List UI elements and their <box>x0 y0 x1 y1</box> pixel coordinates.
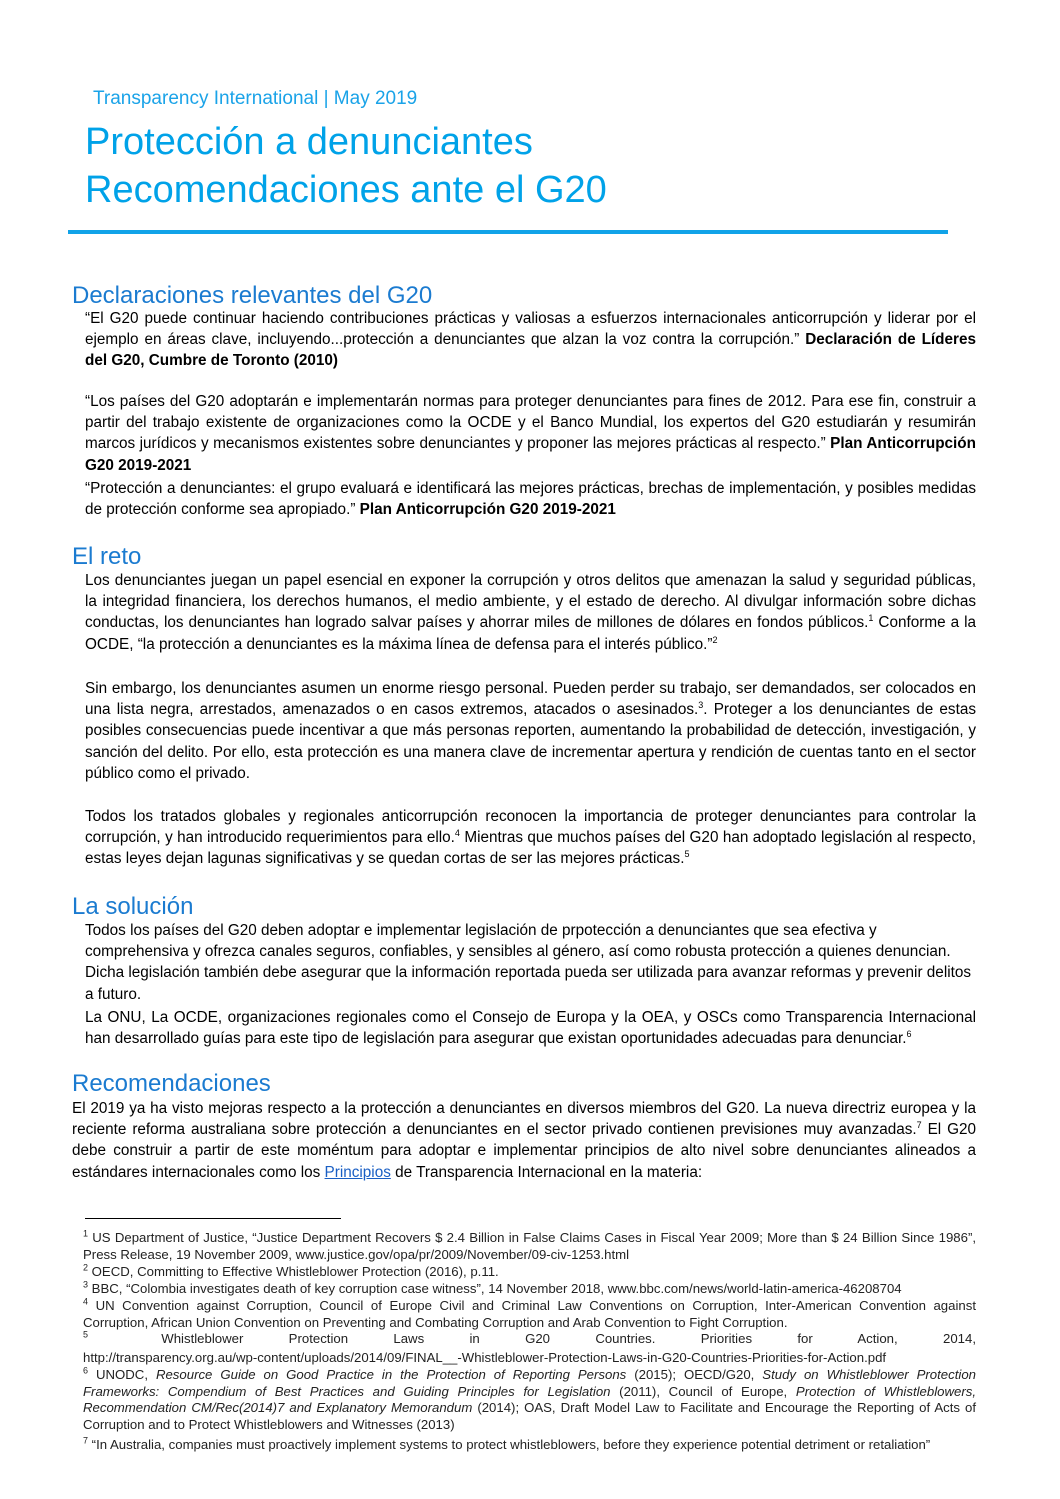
footnote-5 <box>83 1331 976 1348</box>
footnote-2-number: 2 <box>83 1262 89 1273</box>
heading-solucion: La solución <box>72 893 194 920</box>
footnote-3 <box>83 1281 976 1298</box>
heading-declaraciones: Declaraciones relevantes del G20 <box>72 282 433 309</box>
quote-2-text: “Los países del G20 adoptarán e implementarán normas para proteger denunciantes para fines de 2012. Para ese fin, construir a partir del trabajo existente de organizaciones como la OCDE y el Banco Mundial, los expertos del G20 estudiarán y resumirán marcos jurídicos y mecanismos existentes sobre denunciantes y proponer las mejores prácticas al respecto.” <box>85 393 976 453</box>
footnote-ref-5[interactable]: 5 <box>684 849 690 860</box>
footnote-ref-2[interactable]: 2 <box>712 634 718 645</box>
heading-reto: El reto <box>72 543 142 570</box>
title-divider <box>68 230 948 234</box>
quote-2 <box>85 391 976 476</box>
footnote-1-number: 1 <box>83 1228 89 1239</box>
title-line-2: Recomendaciones ante el G20 <box>85 169 607 211</box>
solucion-paragraph-1: Todos los países del G20 deben adoptar e implementar legislación de prpotección a denunciantes que sea efectiva y comprehensiva y ofrezca canales seguros, confiables, y sensibles al género, así como robusta protección a quienes denuncian. Dicha legislación también debe asegurar que la información reportada pueda ser utilizada para avanzar reformas y prevenir delitos a futuro. <box>85 922 972 1003</box>
reto-p2-text-a: Sin embargo, los denunciantes asumen un enorme riesgo personal. Pueden perder su trabajo, ser demandados, ser colocados en una lista negra, arrestados, amenazados o en casos extremos, atacados o asesinados. <box>85 680 976 719</box>
quote-3-source: Plan Anticorrupción G20 2019-2021 <box>359 501 616 519</box>
solucion-p2-text: La ONU, La OCDE, organizaciones regionales como el Consejo de Europa y la OEA, y OSCs como Transparencia Internacional han desarrollado guías para este tipo de legislación para asegurar que existan oportunidades adecuadas para denunciar. <box>85 1009 976 1048</box>
page-title <box>85 118 607 214</box>
footnote-7 <box>83 1437 943 1454</box>
reto-paragraph-1 <box>85 570 976 655</box>
footnote-6-text-b: (2015); OECD/G20, <box>626 1367 763 1382</box>
reto-p3-text-a: Todos los tratados globales y regionales anticorrupción reconocen la importancia de proteger denunciantes para controlar la corrupción, y han introducido requerimientos para ello. <box>85 808 976 847</box>
footnote-6-title-3: Protection of Whistleblowers, Recommendation CM/Rec(2014)7 and Explanatory Memorandum <box>83 1383 976 1415</box>
footnote-1 <box>83 1230 976 1263</box>
quote-2-source: Plan Anticorrupción G20 2019-2021 <box>85 435 976 474</box>
footnote-3-number: 3 <box>83 1279 89 1290</box>
footnote-6-text-d: (2014); OAS, Draft Model Law to Facilitate and Encourage the Reporting of Acts of Corruption and to Protect Whistleblowers and Witnesses (2013) <box>83 1400 976 1432</box>
footnote-5-text: Whistleblower Protection Laws in G20 Countries. Priorities for Action, 2014, <box>161 1331 976 1346</box>
footnote-3-text: BBC, “Colombia investigates death of key corruption case witness”, 14 November 2018, www.bbc.com/news/world-latin-america-46208704 <box>88 1281 902 1296</box>
footnote-4 <box>83 1298 976 1331</box>
principios-link[interactable]: Principios <box>324 1163 391 1181</box>
footnote-6-text-a: UNODC, <box>88 1367 156 1382</box>
footnote-2 <box>83 1264 976 1281</box>
reto-p1-text-b: Conforme a la OCDE, “la protección a denunciantes es la máxima línea de defensa para el interés público.” <box>85 614 977 653</box>
footnote-ref-1[interactable]: 1 <box>868 613 874 624</box>
quote-3 <box>85 478 976 520</box>
quote-1-source: Declaración de Líderes del G20, Cumbre de Toronto (2010) <box>85 331 976 370</box>
footnote-ref-4[interactable]: 4 <box>454 828 460 839</box>
footnote-4-text: UN Convention against Corruption, Council of Europe Civil and Criminal Law Conventions on Corruption, Inter-American Convention against Corruption, African Union Convention on Preventing and Combating Corruption and Arab Convention to Fight Corruption. <box>83 1298 976 1330</box>
footnote-5-number: 5 <box>83 1329 89 1340</box>
footnote-1-text: US Department of Justice, “Justice Department Recovers $ 2.4 Billion in False Claims Cases in Fiscal Year 2009; More than $ 24 Billion Since 1986”, Press Release, 19 November 2009, www.justice.gov/opa/pr/2009/November/09-civ-1253.html <box>83 1230 976 1262</box>
footnote-6 <box>83 1367 976 1433</box>
quote-1-text: “El G20 puede continuar haciendo contribuciones prácticas y valiosas a esfuerzos internacionales anticorrupción y liderar por el ejemplo en áreas clave, incluyendo...protección a denunciantes que alzan la voz contra la corrupción.” <box>85 310 976 349</box>
title-line-1: Protección a denunciantes <box>85 121 533 163</box>
footnote-2-text: OECD, Committing to Effective Whistleblower Protection (2016), p.11. <box>88 1264 499 1279</box>
recom-p1-text-b: El G20 debe construir a partir de este moméntum para adoptar e implementar principios de alto nivel sobre denunciantes alineados a estándares internacionales como los <box>72 1121 976 1181</box>
reto-paragraph-2 <box>85 678 976 784</box>
footnote-ref-6[interactable]: 6 <box>906 1029 912 1040</box>
reto-p1-text-a: Los denunciantes juegan un papel esencial en exponer la corrupción y otros delitos que amenazan la salud y seguridad públicas, la integridad financiera, los derechos humanos, el medio ambiente, y el estado de derecho. Al divulgar información sobre dichas conductas, los denunciantes han logrado salvar países y ahorrar miles de millones de dólares en fondos públicos. <box>85 572 976 632</box>
heading-recomendaciones: Recomendaciones <box>72 1070 271 1097</box>
footnote-7-number: 7 <box>83 1435 89 1446</box>
footnote-6-text-c: (2011), Council of Europe, <box>610 1383 796 1399</box>
recomendaciones-paragraph-1 <box>72 1098 976 1183</box>
footnote-separator <box>85 1218 341 1219</box>
footnote-ref-7[interactable]: 7 <box>916 1120 922 1131</box>
recom-p1-text-a: El 2019 ya ha visto mejoras respecto a la protección a denunciantes en diversos miembros del G20. La nueva directriz europea y la reciente reforma australiana sobre protección a denunciantes en el sector privado contienen previsiones muy avanzadas. <box>72 1100 976 1139</box>
footnote-5-url: http://transparency.org.au/wp-content/uploads/2014/09/FINAL__-Whistleblower-Protection-Laws-in-G20-Countries-Priorities-for-Action.pdf <box>83 1350 887 1365</box>
footnote-7-text: “In Australia, companies must proactively implement systems to protect whistleblowers, before they experience potential detriment or retaliation” <box>88 1437 931 1452</box>
footnote-6-number: 6 <box>83 1365 89 1376</box>
footnote-6-title-2: Study on Whistleblower Protection Frameworks: Compendium of Best Practices and Guiding Principles for Legislation <box>83 1367 977 1399</box>
quote-3-text: “Protección a denunciantes: el grupo evaluará e identificará las mejores prácticas, brechas de implementación, y posibles medidas de protección conforme sea apropiado.” <box>85 480 976 519</box>
footnote-6-title-1: Resource Guide on Good Practice in the Protection of Reporting Persons <box>155 1367 627 1382</box>
reto-p2-text-b: . Proteger a los denunciantes de estas posibles consecuencias puede incentivar a que más personas reporten, aumentando la probabilidad de detección, investigación, y sanción del delito. Por ello, esta protección es una manera clave de incrementar apertura y rendición de cuentas tanto en el sector público como el privado. <box>85 701 976 782</box>
quote-1 <box>85 308 976 372</box>
recom-p1-text-c: de Transparencia Internacional en la materia: <box>390 1163 703 1181</box>
footnote-4-number: 4 <box>83 1296 89 1307</box>
org-date-line: Transparency International | May 2019 <box>93 88 418 109</box>
footnote-ref-3[interactable]: 3 <box>698 700 704 711</box>
reto-p3-text-b: Mientras que muchos países del G20 han adoptado legislación al respecto, estas leyes dejan lagunas significativas y se quedan cortas de ser las mejores prácticas. <box>85 829 977 868</box>
reto-paragraph-3 <box>85 806 976 870</box>
solucion-paragraph-2 <box>85 1007 976 1049</box>
